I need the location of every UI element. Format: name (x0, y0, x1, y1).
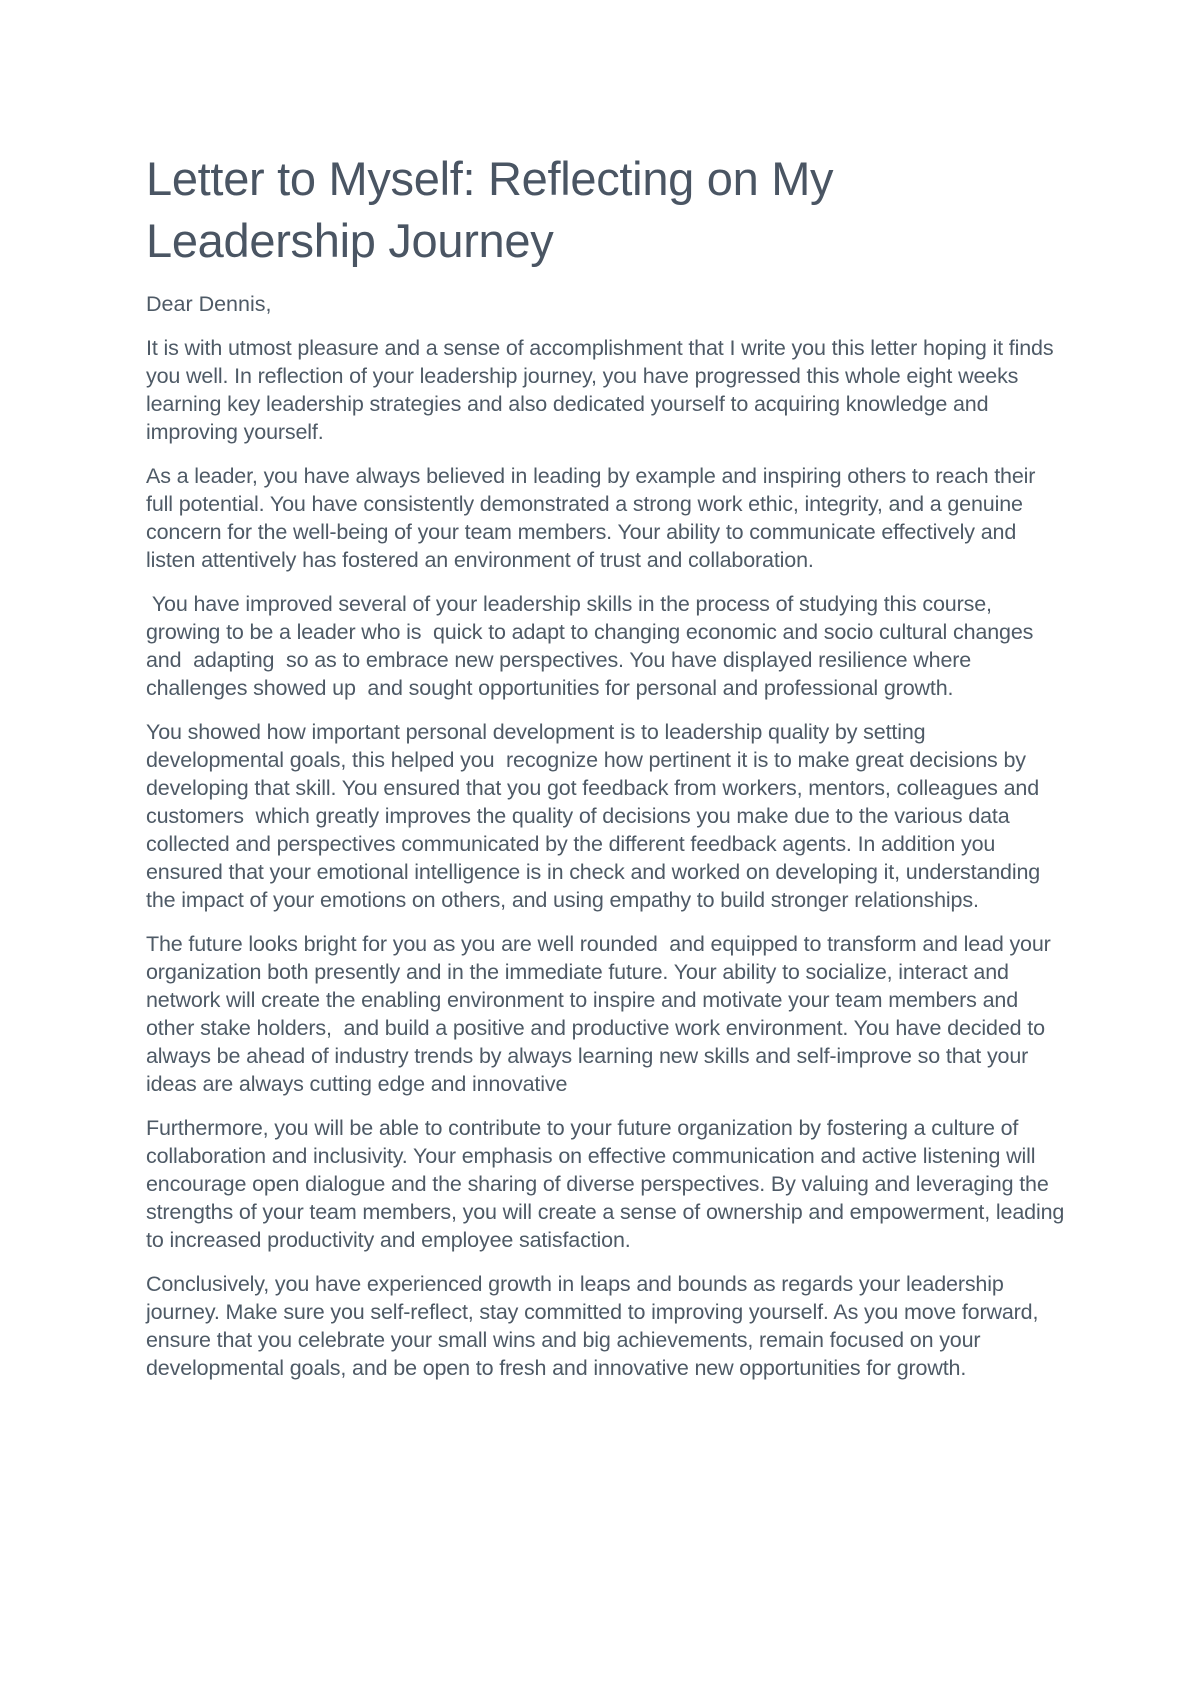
paragraph-5: The future looks bright for you as you are well rounded and equipped to transform and lead your organization both presently and in the immediate future. Your ability to socialize, interact and network will create the enabling environment to inspire and motivate your team members and other stake holders, and build a positive and productive work environment. You have decided to always be ahead of industry trends by always learning new skills and self-improve so that your ideas are always cutting edge and innovative (146, 932, 1057, 1096)
paragraph-4: You showed how important personal development is to leadership quality by setting developmental goals, this helped you recognize how pertinent it is to make great decisions by developing that skill. You ensured that you got feedback from workers, mentors, colleagues and customers which greatly improves the quality of decisions you make due to the various data collected and perspectives communicated by the different feedback agents. In addition you ensured that your emotional intelligence is in check and worked on developing it, understanding the impact of your emotions on others, and using empathy to build stronger relationships. (146, 720, 1046, 912)
paragraph-1: It is with utmost pleasure and a sense of accomplishment that I write you this letter hoping it finds you well. In reflection of your leadership journey, you have progressed this whole eight weeks learning key leadership strategies and also dedicated yourself to acquiring knowledge and improving yourself. (146, 336, 1060, 444)
document-page (146, 148, 1071, 1398)
document-title: Letter to Myself: Reflecting on My Leadership Journey (146, 152, 834, 267)
salutation: Dear Dennis, (146, 292, 272, 316)
paragraph-7: Conclusively, you have experienced growth in leaps and bounds as regards your leadership journey. Make sure you self-reflect, stay committed to improving yourself. As you move forward, ensure that you celebrate your small wins and big achievements, remain focused on your developmental goals, and be open to fresh and innovative new opportunities for growth. (146, 1272, 1045, 1380)
paragraph-2: As a leader, you have always believed in leading by example and inspiring others to reach their full potential. You have consistently demonstrated a strong work ethic, integrity, and a genuine concern for the well-being of your team members. Your ability to communicate effectively and listen attentively has fostered an environment of trust and collaboration. (146, 464, 1042, 572)
paragraph-3: You have improved several of your leadership skills in the process of studying this course, growing to be a leader who is quick to adapt to changing economic and socio cultural changes and adapting so as to embrace new perspectives. You have displayed resilience where challenges showed up and sought opportunities for personal and professional growth. (146, 592, 1040, 700)
paragraph-6: Furthermore, you will be able to contribute to your future organization by fostering a culture of collaboration and inclusivity. Your emphasis on effective communication and active listening will encourage open dialogue and the sharing of diverse perspectives. By valuing and leveraging the strengths of your team members, you will create a sense of ownership and empowerment, leading to increased productivity and employee satisfaction. (146, 1116, 1071, 1252)
